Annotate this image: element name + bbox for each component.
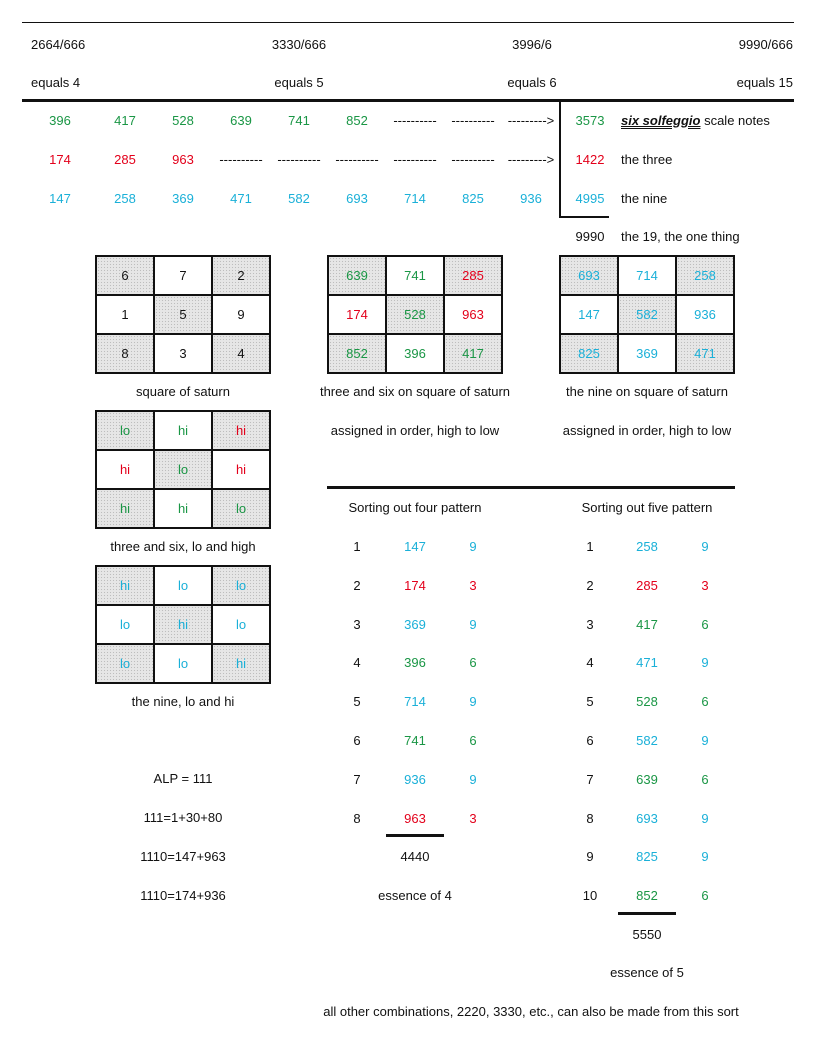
square-cell: 1 [96, 295, 154, 334]
sort-root: 9 [469, 539, 477, 554]
square-cell: 369 [618, 334, 676, 373]
sort-number: 174 [404, 577, 426, 593]
row-cell: 528 [172, 113, 194, 128]
sort-index: 8 [353, 810, 361, 826]
sort-number: 285 [636, 577, 658, 593]
sort-index: 10 [582, 888, 598, 904]
square-cell: 258 [676, 256, 734, 295]
row-cell: 714 [404, 191, 426, 206]
sort-root: 9 [701, 539, 709, 554]
square-cell: lo [212, 605, 270, 644]
row-cell: 285 [114, 152, 136, 167]
square-cell: hi [154, 489, 212, 528]
square-cell: lo [154, 644, 212, 683]
sort-root: 6 [701, 616, 709, 632]
row-cell: ---------> [507, 152, 555, 167]
sort-number: 852 [636, 888, 658, 904]
five-total-rule [618, 912, 676, 915]
square-cell: hi [96, 566, 154, 605]
row-cell: 258 [114, 191, 136, 206]
solfeggio-total: 3573 [575, 113, 605, 128]
lohi-nine-caption: the nine, lo and hi [131, 694, 235, 709]
square-cell: 5 [154, 295, 212, 334]
sort-number: 714 [404, 694, 426, 710]
row-cell: 825 [462, 191, 484, 206]
alp-line-1: ALP = 111 [153, 771, 213, 786]
sort-number: 369 [404, 616, 426, 632]
alp-line-3: 1110=147+963 [140, 849, 226, 864]
sort-root: 9 [469, 771, 477, 787]
nine-label: the nine [621, 191, 668, 206]
square-cell: 285 [444, 256, 502, 295]
row-cell: 174 [49, 152, 71, 167]
square-cell: 741 [386, 256, 444, 295]
row-cell: 147 [49, 191, 71, 206]
sort-root: 9 [469, 694, 477, 710]
sort-number: 693 [636, 810, 658, 826]
lohi-nine-square [95, 565, 271, 684]
five-total: 5550 [632, 927, 662, 942]
square-cell: 147 [560, 295, 618, 334]
sort-number: 936 [404, 771, 426, 787]
four-total-rule [386, 834, 444, 837]
square-cell: lo [212, 566, 270, 605]
solfeggio-label-emphasis: six solfeggio [621, 113, 701, 128]
square-cell: 8 [96, 334, 154, 373]
three-total: 1422 [575, 152, 605, 167]
sort-number: 417 [636, 616, 658, 632]
square-cell: 528 [386, 295, 444, 334]
sort-index: 6 [353, 733, 361, 748]
sort-number: 147 [404, 539, 426, 554]
five-caption: essence of 5 [610, 965, 684, 980]
sort-index: 8 [586, 810, 594, 826]
four-title: Sorting out four pattern [348, 500, 482, 515]
square-cell: lo [96, 644, 154, 683]
sort-root: 9 [701, 733, 709, 748]
row-cell: 936 [520, 191, 542, 206]
footer-note: all other combinations, 2220, 3330, etc., can also be made from this sort [323, 1004, 739, 1019]
row-cell: ---------- [393, 152, 437, 167]
three-label: the three [621, 152, 673, 167]
row-cell: 639 [230, 113, 252, 128]
square-cell: 174 [328, 295, 386, 334]
square-cell: lo [154, 566, 212, 605]
sort-number: 825 [636, 849, 658, 865]
sum-label: the 19, the one thing [621, 229, 740, 244]
square-cell: 4 [212, 334, 270, 373]
totals-rule [559, 216, 609, 218]
sort-root: 6 [469, 655, 477, 671]
sort-root: 3 [469, 810, 477, 826]
nine-caption: the nine on square of saturn [566, 384, 728, 399]
square-cell: lo [212, 489, 270, 528]
row-cell: 582 [288, 191, 310, 206]
sort-root: 6 [701, 888, 709, 904]
square-cell: 693 [560, 256, 618, 295]
sort-root: 3 [469, 577, 477, 593]
sort-root: 9 [701, 849, 709, 865]
sort-number: 528 [636, 694, 658, 710]
lohi-three-six-square [95, 410, 271, 529]
five-title: Sorting out five pattern [581, 500, 713, 515]
square-cell: 7 [154, 256, 212, 295]
row-cell: ---------- [335, 152, 379, 167]
equals-4: equals 15 [736, 75, 793, 90]
row-cell: 963 [172, 152, 194, 167]
square-cell: 852 [328, 334, 386, 373]
three-six-caption: three and six on square of saturn [319, 384, 511, 399]
sort-root: 9 [469, 616, 477, 632]
square-cell: 6 [96, 256, 154, 295]
row-cell: ---------> [507, 113, 555, 128]
sort-root: 6 [701, 694, 709, 710]
alp-line-2: 111=1+30+80 [143, 810, 223, 825]
sort-index: 1 [353, 539, 361, 554]
square-cell: 471 [676, 334, 734, 373]
sort-root: 9 [701, 810, 709, 826]
row-cell: ---------- [219, 152, 263, 167]
sort-index: 9 [586, 849, 594, 865]
fraction-4: 9990/666 [738, 37, 793, 52]
solfeggio-label [621, 113, 770, 129]
sorting-rule [327, 486, 735, 489]
square-cell: 396 [386, 334, 444, 373]
square-cell: 639 [328, 256, 386, 295]
square-cell: 9 [212, 295, 270, 334]
sort-index: 3 [353, 616, 361, 632]
square-cell: lo [154, 450, 212, 489]
sort-index: 7 [353, 771, 361, 787]
row-cell: 852 [346, 113, 368, 128]
saturn-square [95, 255, 271, 374]
sort-index: 2 [353, 577, 361, 593]
three-six-caption-2: assigned in order, high to low [330, 423, 500, 438]
fraction-2: 3330/666 [271, 37, 327, 52]
square-cell: 582 [618, 295, 676, 334]
nine-total: 4995 [575, 191, 605, 206]
solfeggio-label-rest: scale notes [700, 113, 770, 128]
square-cell: lo [96, 411, 154, 450]
square-cell: hi [96, 450, 154, 489]
fraction-1: 2664/666 [31, 37, 86, 52]
sort-root: 9 [701, 655, 709, 671]
sort-number: 741 [404, 733, 426, 748]
row-cell: 471 [230, 191, 252, 206]
sort-index: 2 [586, 577, 594, 593]
row-cell: ---------- [451, 152, 495, 167]
sort-index: 7 [586, 771, 594, 787]
sort-index: 1 [586, 539, 594, 554]
alp-line-4: 1110=174+936 [140, 888, 226, 903]
three-six-square [327, 255, 503, 374]
sort-index: 6 [586, 733, 594, 748]
square-cell: hi [154, 605, 212, 644]
equals-1: equals 4 [31, 75, 81, 90]
square-cell: 714 [618, 256, 676, 295]
row-cell: 369 [172, 191, 194, 206]
square-cell: hi [212, 450, 270, 489]
row-cell: 741 [288, 113, 310, 128]
square-cell: hi [212, 411, 270, 450]
square-cell: hi [154, 411, 212, 450]
sort-index: 3 [586, 616, 594, 632]
sort-root: 6 [701, 771, 709, 787]
square-cell: lo [96, 605, 154, 644]
sort-root: 6 [469, 733, 477, 748]
top-rule [22, 22, 794, 23]
sort-index: 4 [586, 655, 594, 671]
square-cell: 963 [444, 295, 502, 334]
square-cell: 2 [212, 256, 270, 295]
nine-caption-2: assigned in order, high to low [562, 423, 732, 438]
row-cell: ---------- [277, 152, 321, 167]
row-cell: 417 [114, 113, 136, 128]
header-rule [22, 99, 794, 102]
row-cell: 396 [49, 113, 71, 128]
nine-square [559, 255, 735, 374]
square-cell: 3 [154, 334, 212, 373]
square-cell: 936 [676, 295, 734, 334]
sort-number: 639 [636, 771, 658, 787]
sort-number: 582 [636, 733, 658, 748]
sort-number: 963 [404, 810, 426, 826]
square-cell: 417 [444, 334, 502, 373]
square-cell: hi [96, 489, 154, 528]
row-cell: ---------- [393, 113, 437, 128]
sort-number: 471 [636, 655, 658, 671]
square-cell: 825 [560, 334, 618, 373]
four-total: 4440 [400, 849, 430, 864]
row-cell: ---------- [451, 113, 495, 128]
sort-index: 5 [353, 694, 361, 710]
sort-root: 3 [701, 577, 709, 593]
sort-index: 5 [586, 694, 594, 710]
row-cell: 693 [346, 191, 368, 206]
saturn-caption: square of saturn [136, 384, 230, 399]
sort-index: 4 [353, 655, 361, 671]
fraction-3: 3996/6 [512, 37, 552, 52]
square-cell: hi [212, 644, 270, 683]
lohi-three-six-caption: three and six, lo and high [110, 539, 256, 554]
equals-3: equals 6 [507, 75, 557, 90]
sort-number: 258 [636, 539, 658, 554]
equals-2: equals 5 [274, 75, 324, 90]
sort-number: 396 [404, 655, 426, 671]
sum-total: 9990 [575, 229, 605, 244]
four-caption: essence of 4 [378, 888, 452, 903]
totals-divider [559, 100, 561, 218]
